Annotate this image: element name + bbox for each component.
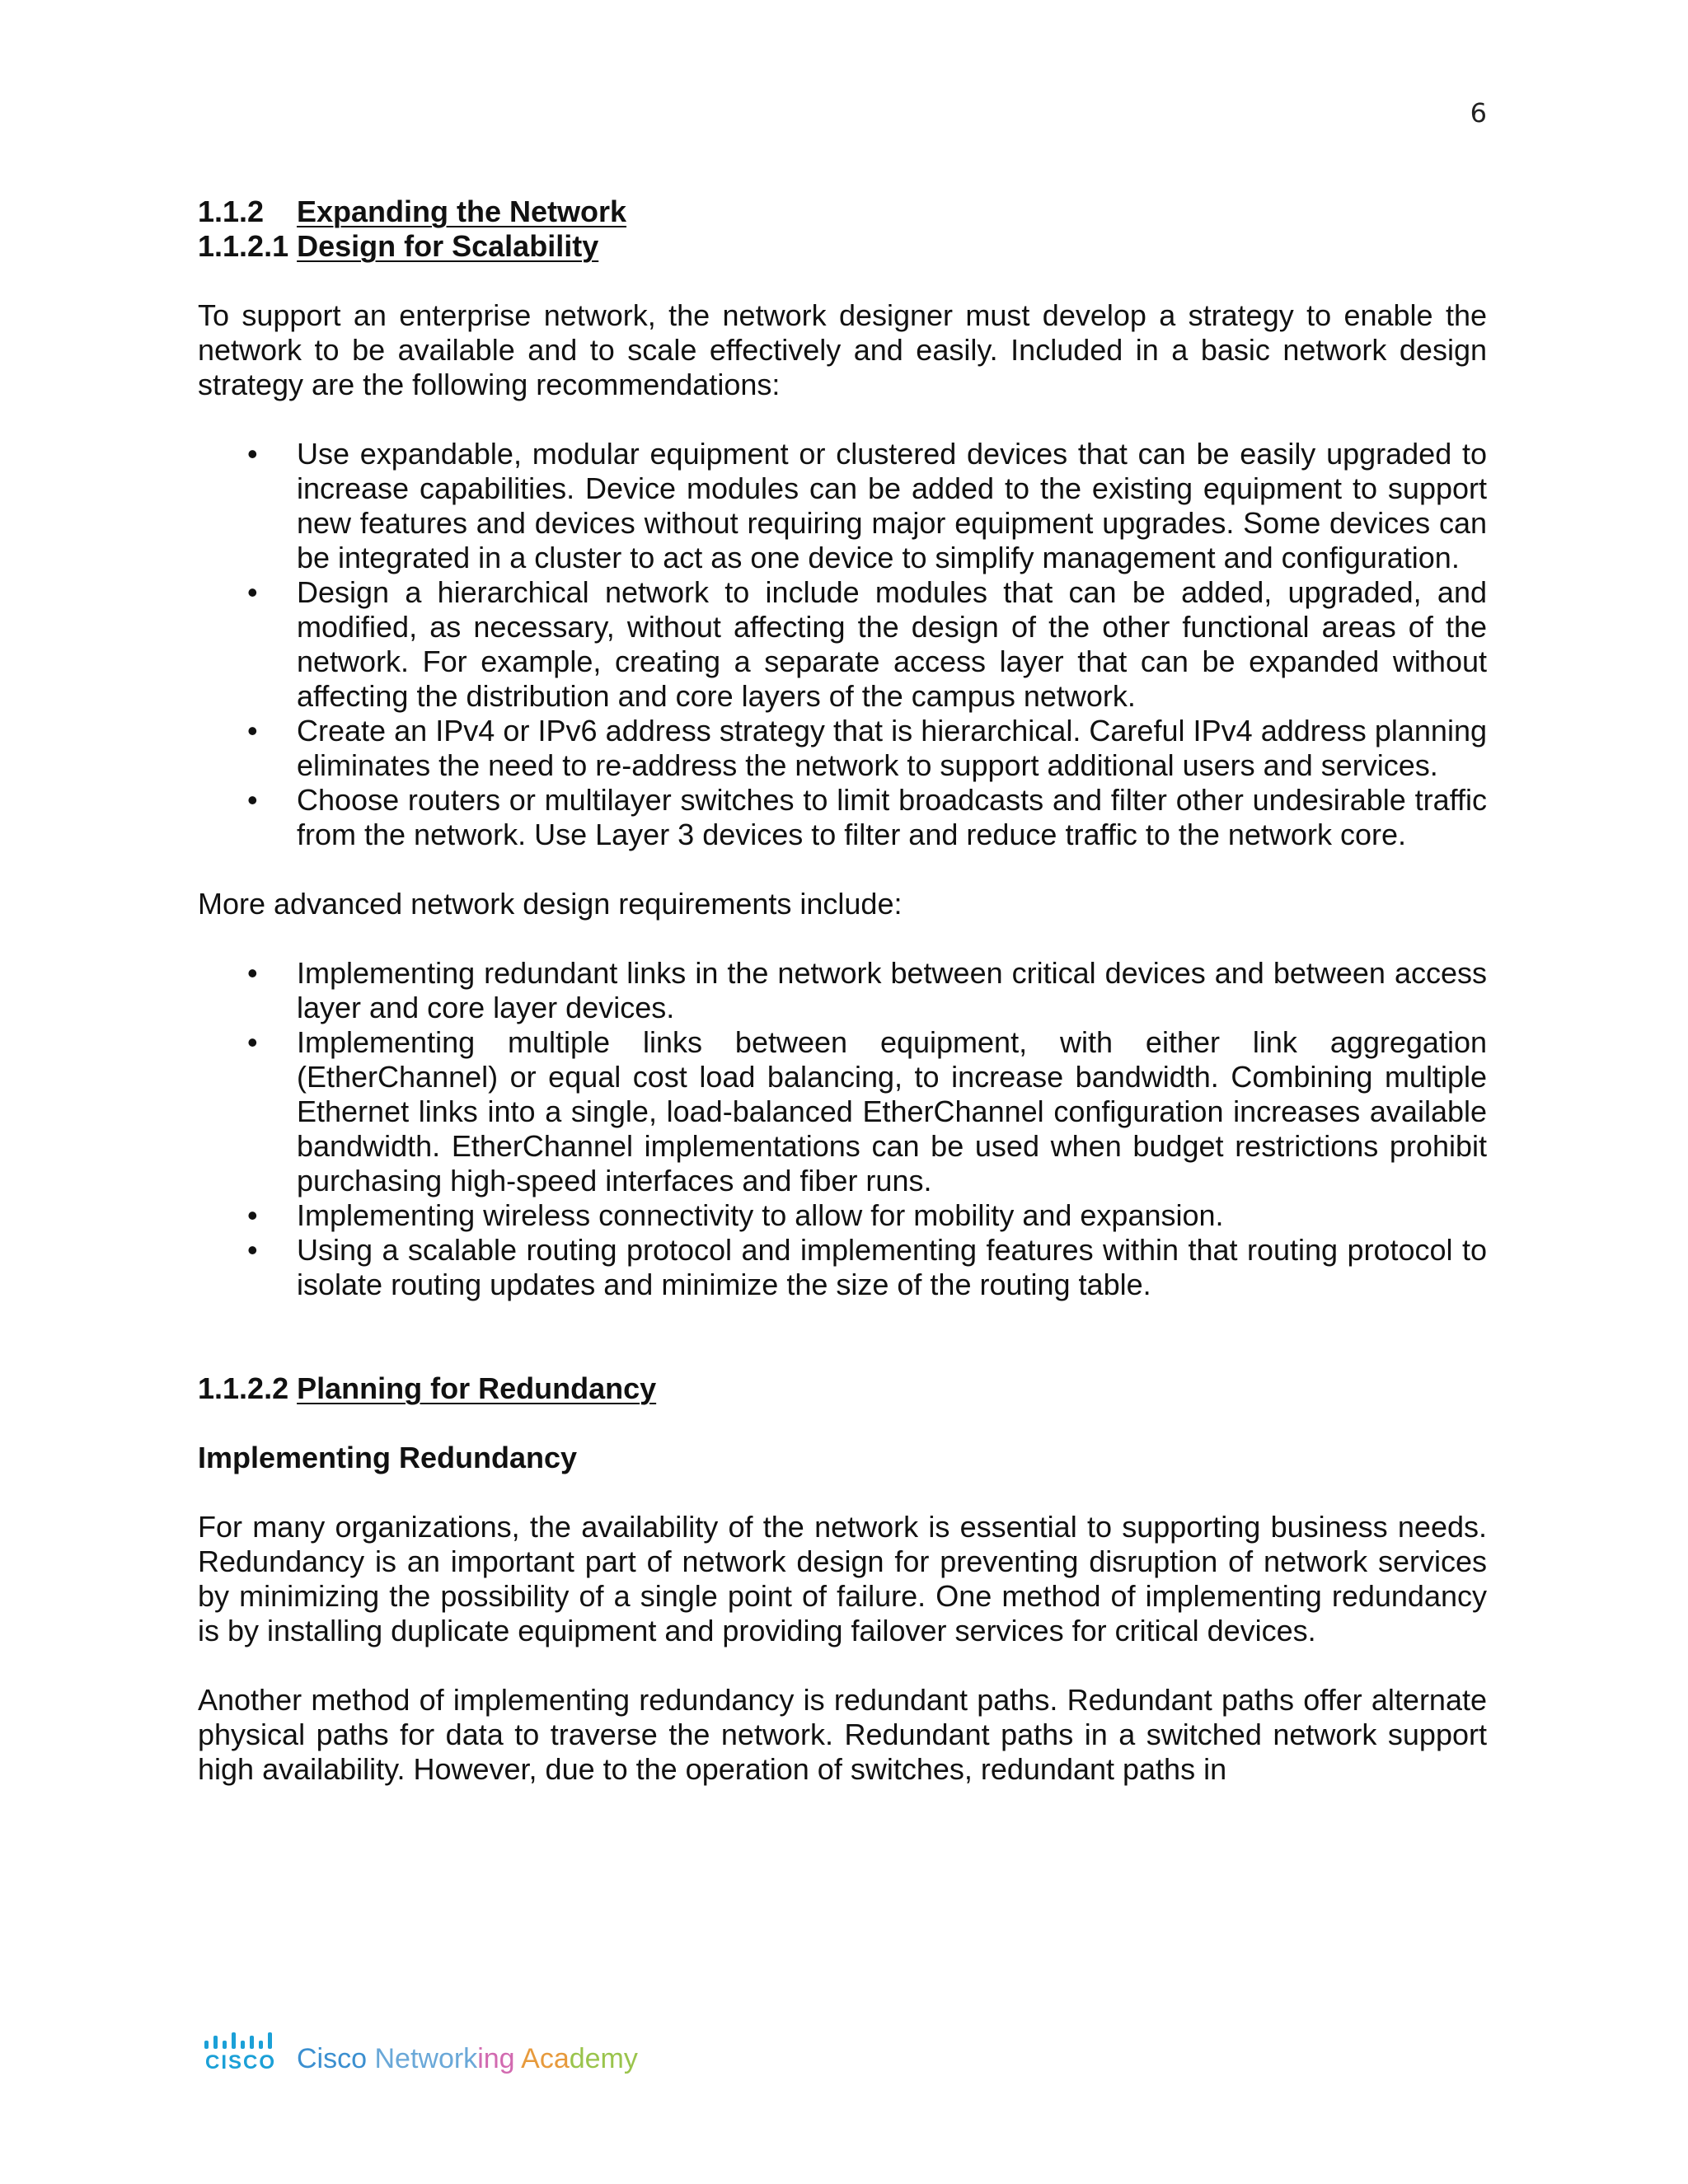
networking-academy-wordmark: Cisco Networking Academy xyxy=(297,2043,638,2074)
list-item: • Use expandable, modular equipment or clustered devices that can be easily upgraded to increase capabilities. Device modules can be added to the existing equipment to support new features and devices without requiring major equipment upgrades. Some devices can be integrated in a cluster to act as one device to simplify management and configuration. xyxy=(247,437,1487,574)
advanced-intro: More advanced network design requirements include: xyxy=(198,887,903,921)
recommendations-list xyxy=(198,437,1487,852)
list-item: • Implementing multiple links between equipment, with either link aggregation (EtherChannel) or equal cost load balancing, to increase bandwidth. Combining multiple Ethernet links into a single, load-balanced EtherChannel configuration increases available bandwidth. EtherChannel implementations can be used when budget restrictions prohibit purchasing high-speed interfaces and fiber runs. xyxy=(247,1025,1487,1197)
cisco-logo xyxy=(201,2031,280,2074)
redundancy-paragraph-1: For many organizations, the availability of the network is essential to supporting business needs. Redundancy is an important part of network design for preventing disruption of network services by minimizing the possibility of a single point of failure. One method of implementing redundancy is by installing duplicate equipment and providing failover services for critical devices. xyxy=(198,1510,1487,1647)
bullet-icon: • xyxy=(247,783,258,817)
cisco-bridge-icon xyxy=(201,2031,280,2052)
footer-logo xyxy=(201,2016,638,2074)
list-item: • Using a scalable routing protocol and implementing features within that routing protocol to isolate routing updates and minimize the size of the routing table. xyxy=(247,1233,1487,1301)
list-item: • Create an IPv4 or IPv6 address strategy that is hierarchical. Careful IPv4 address planning eliminates the need to re-address the network to support additional users and services. xyxy=(247,714,1487,782)
subsection-title: Design for Scalability xyxy=(297,229,599,263)
bullet-icon: • xyxy=(247,575,258,609)
subsection-number: 1.1.2.2 xyxy=(198,1371,289,1405)
document-body xyxy=(198,194,1487,1787)
page-number: 6 xyxy=(1470,97,1487,129)
advanced-requirements-list xyxy=(198,956,1487,1302)
implementing-redundancy-heading: Implementing Redundancy xyxy=(198,1441,578,1474)
list-item: • Implementing redundant links in the network between critical devices and between access layer and core layer devices. xyxy=(247,956,1487,1024)
bullet-icon: • xyxy=(247,1233,258,1267)
subsection-title: Planning for Redundancy xyxy=(297,1371,657,1405)
bullet-icon: • xyxy=(247,956,258,990)
bullet-icon: • xyxy=(247,714,258,748)
cisco-wordmark: CISCO xyxy=(204,2051,276,2074)
section-number: 1.1.2 xyxy=(198,194,265,228)
list-item: • Design a hierarchical network to include modules that can be added, upgraded, and modified, as necessary, without affecting the design of the other functional areas of the network. For example, creating a separate access layer that can be expanded without affecting the distribution and core layers of the campus network. xyxy=(247,575,1487,713)
list-item: • Choose routers or multilayer switches to limit broadcasts and filter other undesirable traffic from the network. Use Layer 3 devices to filter and reduce traffic to the network core. xyxy=(247,783,1487,851)
subsection-number: 1.1.2.1 xyxy=(198,229,289,263)
subsection-heading-redundancy xyxy=(198,1371,1487,1406)
bullet-icon: • xyxy=(247,1198,258,1232)
subsection-heading-scalability xyxy=(198,229,1487,264)
section-title: Expanding the Network xyxy=(297,194,627,228)
redundancy-paragraph-2: Another method of implementing redundancy is redundant paths. Redundant paths offer alternate physical paths for data to traverse the network. Redundant paths in a switched network support high availability. However, due to the operation of switches, redundant paths in xyxy=(198,1683,1487,1786)
section-heading xyxy=(198,194,1487,229)
bullet-icon: • xyxy=(247,1025,258,1059)
bullet-icon: • xyxy=(247,437,258,471)
intro-paragraph: To support an enterprise network, the network designer must develop a strategy to enable the network to be available and to scale effectively and easily. Included in a basic network design strategy are the following recommendations: xyxy=(198,298,1487,401)
list-item: • Implementing wireless connectivity to allow for mobility and expansion. xyxy=(247,1198,1224,1232)
